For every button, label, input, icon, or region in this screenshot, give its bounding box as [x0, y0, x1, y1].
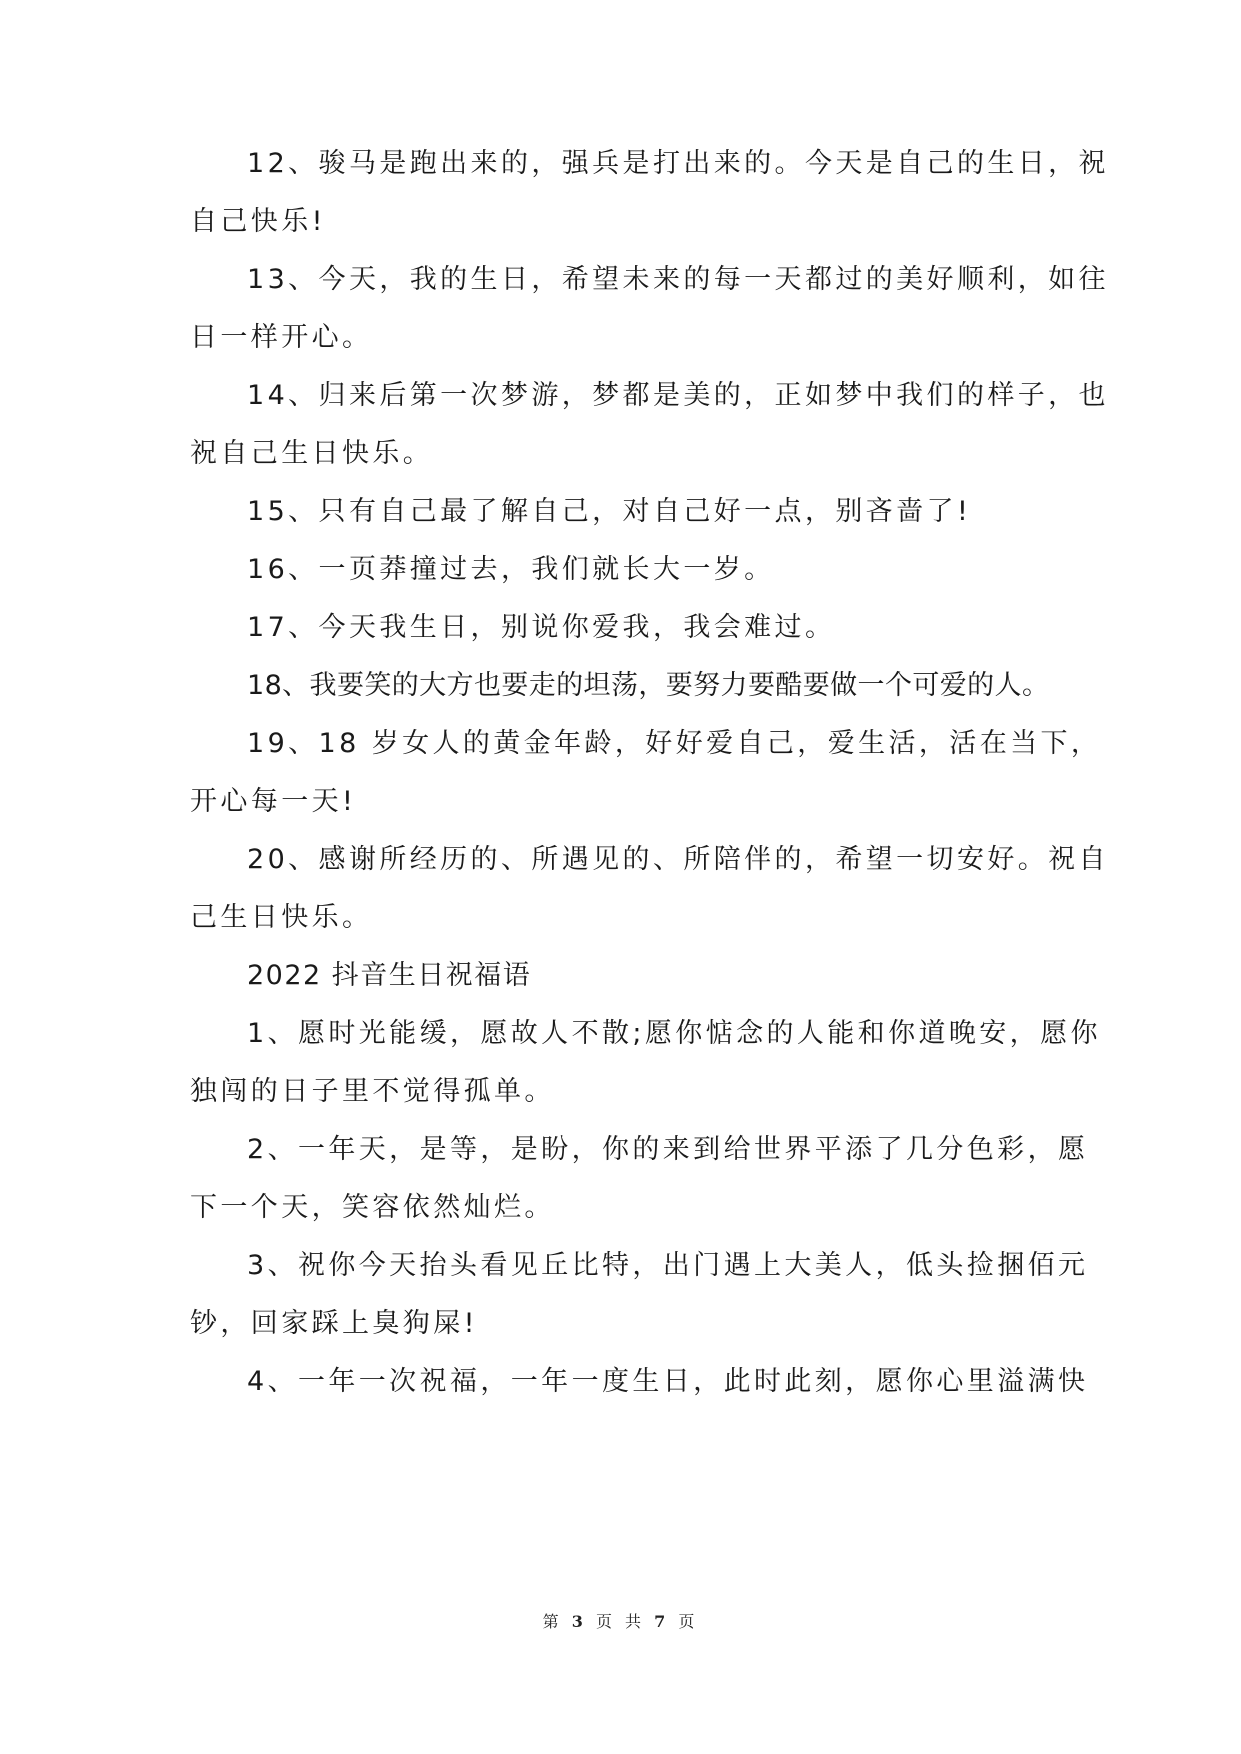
paragraph-line: 16、一页莽撞过去，我们就长大一岁。 — [247, 554, 775, 585]
paragraph-line: 祝自己生日快乐。 — [190, 438, 434, 469]
paragraph-line: 17、今天我生日，别说你爱我，我会难过。 — [247, 612, 836, 643]
paragraph-line: 下一个天，笑容依然灿烂。 — [190, 1192, 555, 1223]
paragraph-line: 自己快乐! — [190, 206, 326, 237]
paragraph-line: 2、一年天，是等，是盼，你的来到给世界平添了几分色彩，愿 — [247, 1134, 1089, 1165]
paragraph-line: 12、骏马是跑出来的，强兵是打出来的。今天是自己的生日，祝 — [247, 148, 1109, 179]
paragraph-line: 3、祝你今天抬头看见丘比特，出门遇上大美人，低头捡捆佰元 — [247, 1250, 1089, 1281]
paragraph-line: 日一样开心。 — [190, 322, 373, 353]
current-page-number: 3 — [571, 1612, 587, 1631]
paragraph-line: 开心每一天! — [190, 786, 357, 817]
paragraph-line: 钞，回家踩上臭狗屎! — [190, 1308, 478, 1339]
paragraph-line: 独闯的日子里不觉得孤单。 — [190, 1076, 555, 1107]
paragraph-line: 4、一年一次祝福，一年一度生日，此时此刻，愿你心里溢满快 — [247, 1366, 1089, 1397]
paragraph-line: 13、今天，我的生日，希望未来的每一天都过的美好顺利，如往 — [247, 264, 1109, 295]
footer-suffix: 页 — [678, 1612, 699, 1631]
paragraph-line: 18、我要笑的大方也要走的坦荡，要努力要酷要做一个可爱的人。 — [247, 670, 1050, 701]
paragraph-line: 15、只有自己最了解自己，对自己好一点，别吝啬了! — [247, 496, 972, 527]
footer-middle: 页 共 — [595, 1612, 646, 1631]
page-footer — [0, 1609, 1241, 1632]
paragraph-line: 14、归来后第一次梦游，梦都是美的，正如梦中我们的样子，也 — [247, 380, 1109, 411]
footer-prefix: 第 — [542, 1612, 563, 1631]
paragraph-line: 1、愿时光能缓，愿故人不散;愿你惦念的人能和你道晚安，愿你 — [247, 1018, 1101, 1049]
section-heading: 2022 抖音生日祝福语 — [247, 960, 532, 991]
paragraph-line: 19、18 岁女人的黄金年龄，好好爱自己，爱生活，活在当下， — [247, 728, 1102, 759]
paragraph-line: 己生日快乐。 — [190, 902, 373, 933]
paragraph-line: 20、感谢所经历的、所遇见的、所陪伴的，希望一切安好。祝自 — [247, 844, 1109, 875]
total-page-count: 7 — [654, 1612, 670, 1631]
